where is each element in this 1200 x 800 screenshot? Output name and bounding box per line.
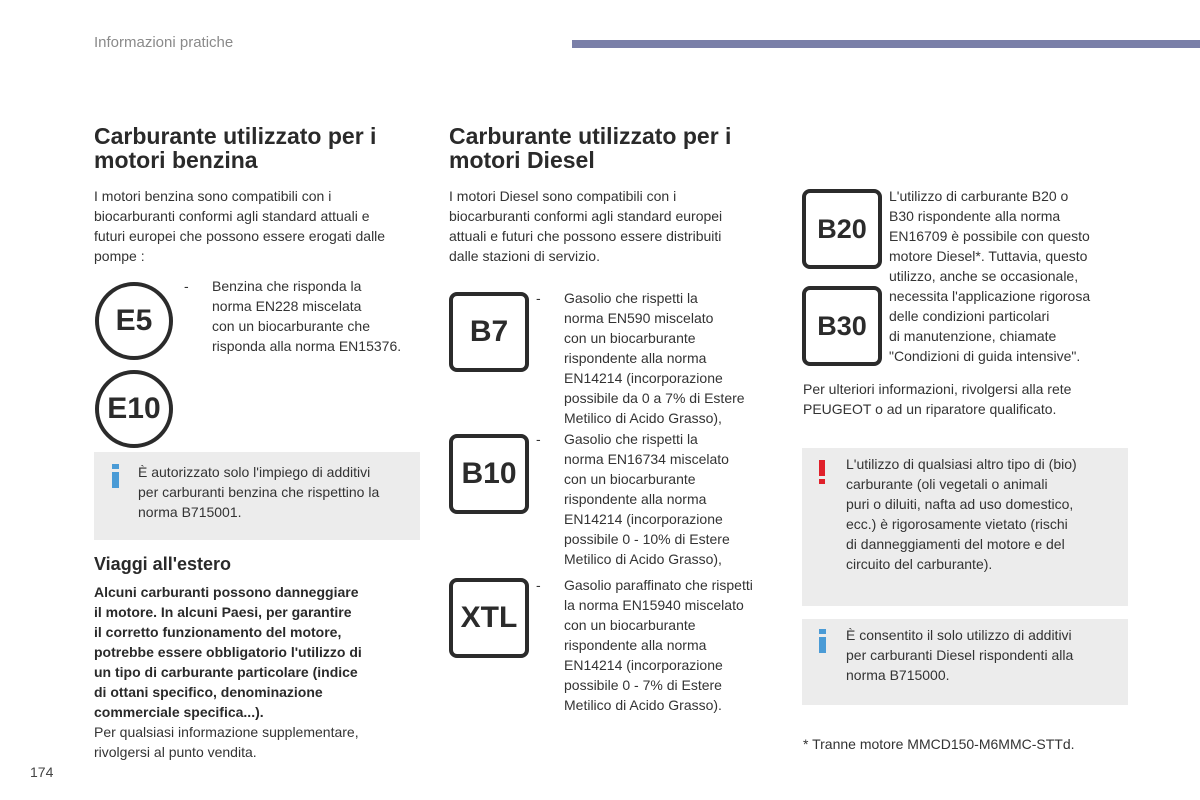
- b30-badge: B30: [802, 286, 882, 366]
- petrol-title: Carburante utilizzato per i motori benzina: [94, 123, 377, 173]
- diesel-item-xtl: - Gasolio paraffinato che rispetti la norma EN15940 miscelato con un biocarburante rispondente alla norma EN14214 (incorporazione possibile 0 - 7% di Estere Metilico di Acido Grasso).: [536, 577, 753, 713]
- travel-title: Viaggi all'estero: [94, 554, 232, 574]
- e5-badge: E5: [95, 282, 173, 360]
- b20-badge: B20: [802, 189, 882, 269]
- diesel-info-note: È consentito il solo utilizzo di additivi per carburanti Diesel rispondenti alla norma B715000.: [802, 619, 1128, 705]
- footnote: * Tranne motore MMCD150-M6MMC-STTd.: [803, 736, 1075, 752]
- diesel-item-b10: - Gasolio che rispetti la norma EN16734 miscelato con un biocarburante rispondente alla norma EN14214 (incorporazione possibile 0 - 10% di Estere Metilico di Acido Grasso),: [536, 431, 730, 567]
- petrol-intro: I motori benzina sono compatibili con i biocarburanti conformi agli standard attuali e futuri europei che possono essere erogati dalle pompe :: [94, 188, 386, 264]
- warning-note: L'utilizzo di qualsiasi altro tipo di (bio) carburante (oli vegetali o animali puri o diluiti, nafta ad uso domestico, ecc.) è rigorosamente vietato (rischi di danneggiamenti del motore e del circuito del carburante).: [802, 448, 1128, 606]
- petrol-info-note: È autorizzato solo l'impiego di additivi per carburanti benzina che rispettino la norma B715001.: [94, 452, 420, 540]
- diesel-item-b7: - Gasolio che rispetti la norma EN590 miscelato con un biocarburante rispondente alla norma EN14214 (incorporazione possibile da 0 a 7% di Estere Metilico di Acido Grasso),: [536, 290, 745, 426]
- section-title: Informazioni pratiche: [94, 34, 234, 51]
- header-accent-bar: [572, 40, 1200, 48]
- more-info-text: Per ulteriori informazioni, rivolgersi alla rete PEUGEOT o ad un riparatore qualificato.: [803, 381, 1072, 417]
- diesel-title: Carburante utilizzato per i motori Diesel: [449, 123, 732, 173]
- b7-badge: B7: [449, 292, 529, 372]
- e10-badge: E10: [95, 370, 173, 448]
- b10-badge: B10: [449, 434, 529, 514]
- xtl-badge: XTL: [449, 578, 529, 658]
- diesel-intro: I motori Diesel sono compatibili con i biocarburanti conformi agli standard europei attuali e futuri che possono essere distribuiti dalle stazioni di servizio.: [449, 188, 723, 264]
- page-number: 174: [30, 764, 54, 780]
- travel-text: Alcuni carburanti possono danneggiare il motore. In alcuni Paesi, per garantire il corretto funzionamento del motore, potrebbe essere obbligatorio l'utilizzo di un tipo di carburante particolare (indice di ottani specifico, denominazione commerciale specifica...). Per qualsiasi informazione supplementare, rivolgersi al punto vendita.: [94, 584, 362, 760]
- b20-b30-text: L'utilizzo di carburante B20 o B30 rispondente alla norma EN16709 è possibile con questo motore Diesel*. Tuttavia, questo utilizzo, anche se occasionale, necessita l'applicazione rigorosa delle condizioni particolari di manutenzione, chiamate "Condizioni di guida intensive".: [889, 188, 1091, 364]
- petrol-fuel-item: - Benzina che risponda la norma EN228 miscelata con un biocarburante che risponda alla norma EN15376.: [184, 278, 402, 354]
